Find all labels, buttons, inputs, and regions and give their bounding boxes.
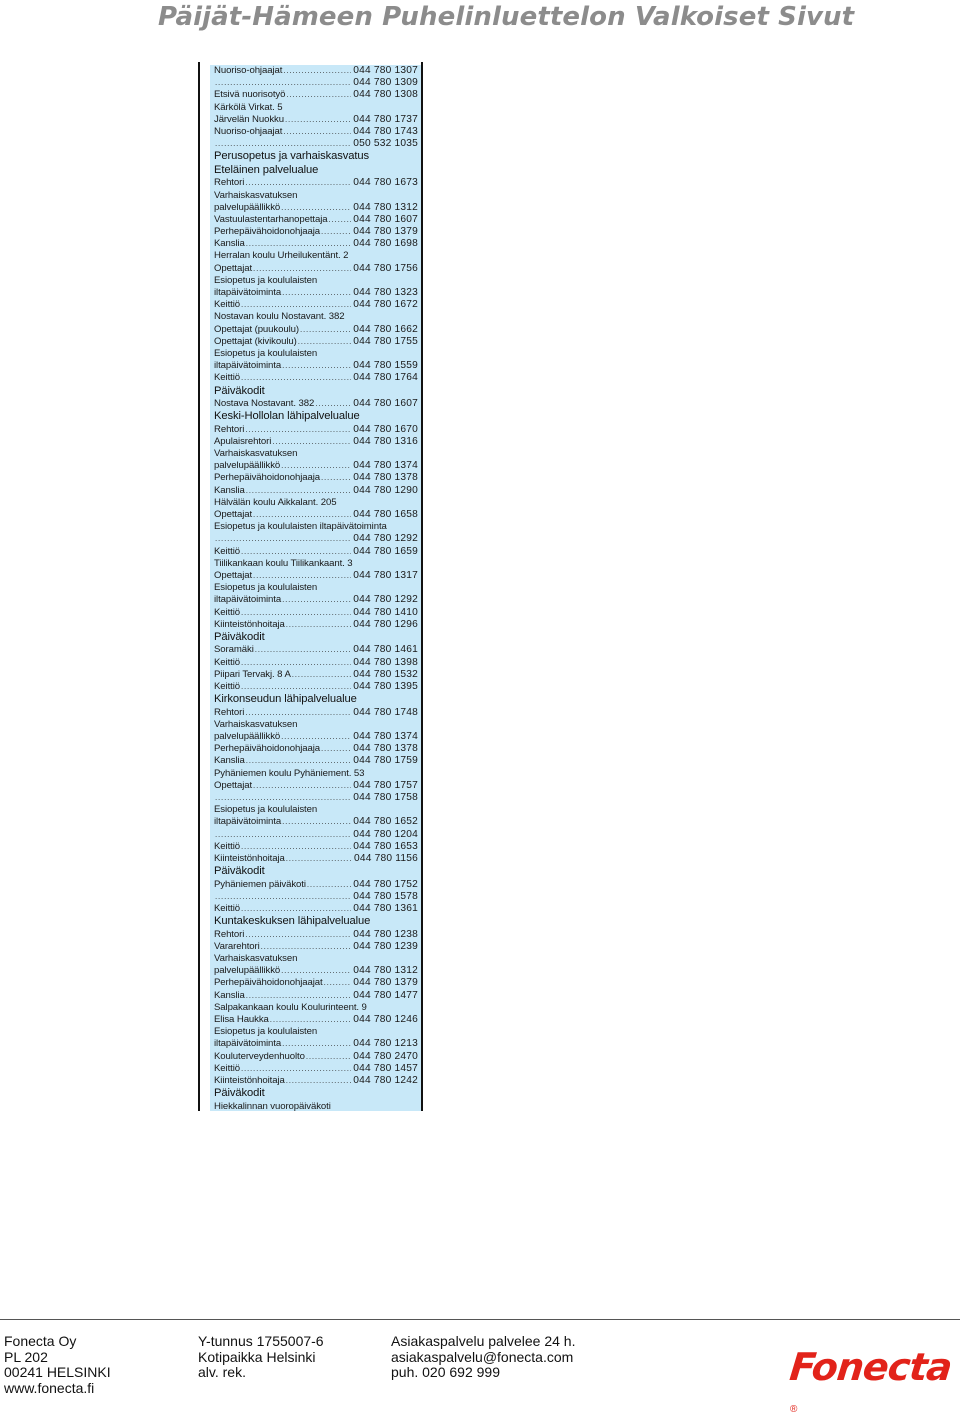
- entry-phone: 044 780 1461: [353, 644, 418, 656]
- directory-entry: [214, 619, 418, 631]
- section-heading: Päiväkodit: [214, 384, 265, 397]
- directory-entry: [214, 816, 418, 828]
- directory-entry: [214, 1051, 418, 1063]
- entry-name: Kanslia: [214, 484, 245, 496]
- entry-phone: 044 780 1312: [353, 965, 418, 977]
- entry-name: Keittiö: [214, 299, 240, 311]
- entry-phone: 044 780 1532: [353, 668, 418, 680]
- section-heading: Päiväkodit: [214, 630, 265, 643]
- entry-name: Perhepäivähoidonohjaaja: [214, 226, 320, 238]
- directory-entry: [214, 460, 418, 472]
- entry-name: Etsivä nuorisotyö: [214, 89, 286, 101]
- entry-phone: 044 780 1374: [353, 731, 418, 742]
- section-heading: Eteläinen palvelualue: [214, 163, 319, 176]
- dot-leader: [241, 607, 351, 619]
- entry-phone: 044 780 1213: [353, 1038, 418, 1050]
- directory-entry: [214, 114, 418, 126]
- directory-entry: [214, 731, 418, 743]
- directory-entry: [214, 65, 418, 77]
- directory-entry: [214, 485, 418, 497]
- entry-phone: 044 780 1757: [353, 779, 418, 791]
- entry-phone: 044 780 1652: [353, 816, 418, 828]
- entry-phone: 044 780 1607: [353, 398, 418, 409]
- dot-leader: [283, 126, 351, 138]
- section-heading: Perusopetus ja varhaiskasvatus: [214, 150, 369, 163]
- directory-entry: [214, 89, 418, 101]
- entry-phone: 044 780 1743: [353, 125, 418, 137]
- entry-name: Kanslia: [214, 238, 245, 250]
- dot-leader: [281, 731, 351, 743]
- dot-leader: [261, 941, 352, 953]
- entry-name: Rehtori: [214, 706, 245, 718]
- entry-name: Rehtori: [214, 177, 245, 189]
- column-left-rule: [198, 62, 200, 1111]
- entry-name: iltapäivätoiminta: [214, 360, 282, 372]
- directory-entry: [214, 607, 418, 619]
- entry-name: Keittiö: [214, 656, 240, 668]
- dot-leader: [215, 77, 351, 89]
- directory-entry: [214, 324, 418, 336]
- dot-leader: [241, 299, 351, 311]
- entry-phone: 044 780 1204: [353, 828, 418, 840]
- directory-entry: [214, 398, 418, 410]
- directory-entry: [214, 657, 418, 669]
- entry-name: palvelupäällikkö: [214, 731, 281, 742]
- directory-entry: [214, 743, 418, 755]
- entry-label: Varhaiskasvatuksen: [214, 953, 298, 964]
- entry-label: Varhaiskasvatuksen: [214, 718, 298, 730]
- entry-name: Vastuulastentarhanopettaja: [214, 213, 328, 225]
- entry-name: Keittiö: [214, 545, 240, 557]
- dot-leader: [292, 669, 352, 681]
- dot-leader: [270, 1014, 351, 1026]
- entry-phone: 044 780 1559: [353, 360, 418, 372]
- entry-phone: 044 780 1378: [353, 743, 418, 755]
- directory-entries: [214, 65, 418, 1113]
- dot-leader: [246, 485, 352, 497]
- entry-phone: 044 780 1659: [353, 545, 418, 557]
- entry-label: Esiopetus ja koululaisten iltapäivätoiminta: [214, 521, 387, 533]
- directory-entry: [214, 126, 418, 138]
- directory-entry: [214, 77, 418, 89]
- dot-leader: [215, 138, 351, 150]
- directory-entry: [214, 570, 418, 582]
- entry-name: Rehtori: [214, 928, 245, 940]
- entry-phone: 044 780 1156: [354, 852, 418, 864]
- dot-leader: [253, 509, 351, 521]
- entry-name: Apulaisrehtori: [214, 435, 272, 447]
- entry-phone: 044 780 1764: [353, 372, 418, 384]
- entry-label: Esiopetus ja koululaisten: [214, 347, 318, 359]
- entry-phone: 044 780 1653: [353, 840, 418, 852]
- entry-phone: 044 780 1748: [353, 706, 418, 718]
- dot-leader: [246, 990, 352, 1002]
- dot-leader: [241, 681, 351, 693]
- entry-phone: 044 780 1290: [353, 484, 418, 496]
- entry-phone: 044 780 1361: [353, 902, 418, 914]
- dot-leader: [282, 360, 351, 372]
- dot-leader: [253, 780, 351, 792]
- entry-name: Nostava Nostavant. 382: [214, 398, 315, 409]
- dot-leader: [300, 324, 351, 336]
- dot-leader: [282, 594, 351, 606]
- entry-phone: 044 780 1756: [353, 262, 418, 274]
- entry-phone: 044 780 1246: [353, 1013, 418, 1025]
- section-heading: Päiväkodit: [214, 1087, 265, 1100]
- entry-name: Keittiö: [214, 902, 240, 914]
- entry-name: Keittiö: [214, 606, 240, 618]
- vat-registration: alv. rek.: [198, 1364, 246, 1380]
- entry-name: Kanslia: [214, 989, 245, 1001]
- dot-leader: [315, 398, 351, 410]
- directory-entry: [214, 780, 418, 792]
- directory-entry: [214, 336, 418, 348]
- entry-phone: 044 780 1308: [353, 89, 418, 101]
- logo-wordmark: Fonecta: [787, 1345, 954, 1389]
- entry-name: Kiinteistönhoitaja: [214, 1074, 285, 1086]
- directory-entry: [214, 226, 418, 238]
- dot-leader: [253, 570, 351, 582]
- entry-label: Esiopetus ja koululaisten: [214, 804, 318, 816]
- directory-entry: [214, 707, 418, 719]
- directory-entry: [214, 841, 418, 853]
- entry-name: Kiinteistönhoitaja: [214, 618, 285, 630]
- directory-entry: [214, 177, 418, 189]
- entry-name: Opettajat: [214, 569, 253, 581]
- dot-leader: [272, 436, 351, 448]
- footer-company: [4, 1334, 111, 1396]
- entry-name: iltapäivätoiminta: [214, 816, 282, 828]
- dot-leader: [286, 1075, 352, 1087]
- business-id: Y-tunnus 1755007-6: [198, 1333, 324, 1349]
- entry-name: palvelupäällikkö: [214, 460, 281, 472]
- entry-name: iltapäivätoiminta: [214, 594, 282, 606]
- dot-leader: [307, 879, 351, 891]
- directory-entry: [214, 287, 418, 299]
- directory-entry: [214, 977, 418, 989]
- entry-label: Herralan koulu Urheilukentänt. 2: [214, 250, 349, 262]
- directory-entry: [214, 1038, 418, 1050]
- directory-entry: [214, 263, 418, 275]
- entry-label: Kärkölä Virkat. 5: [214, 101, 283, 113]
- directory-entry: [214, 903, 418, 915]
- entry-phone: 044 780 1316: [353, 435, 418, 447]
- dot-leader: [253, 263, 351, 275]
- dot-leader: [286, 853, 352, 865]
- entry-phone: 044 780 1672: [353, 299, 418, 311]
- footer-service: [391, 1334, 575, 1381]
- directory-entry: [214, 792, 418, 804]
- dot-leader: [286, 89, 351, 101]
- dot-leader: [329, 214, 352, 226]
- directory-entry: [214, 424, 418, 436]
- entry-name: iltapäivätoiminta: [214, 1038, 282, 1050]
- entry-phone: 044 780 1759: [353, 755, 418, 767]
- directory-entry: [214, 238, 418, 250]
- entry-label: Salpakankaan koulu Koulurinteent. 9: [214, 1001, 367, 1013]
- dot-leader: [255, 644, 352, 656]
- footer-registration: [198, 1334, 324, 1381]
- dot-leader: [245, 177, 351, 189]
- directory-entry: [214, 533, 418, 545]
- directory-entry: [214, 360, 418, 372]
- entry-label: Hiekkalinnan vuoropäiväkoti: [214, 1100, 331, 1112]
- fonecta-logo: [787, 1344, 954, 1415]
- entry-phone: 044 780 1312: [353, 201, 418, 213]
- directory-entry: [214, 1075, 418, 1087]
- page-title: Päijät-Hämeen Puhelinluettelon Valkoiset Sivut: [158, 2, 855, 32]
- directory-entry: [214, 941, 418, 953]
- entry-name: Keittiö: [214, 840, 240, 852]
- entry-name: Piipari Tervakj. 8 A: [214, 668, 291, 680]
- entry-phone: 044 780 2470: [353, 1050, 418, 1062]
- dot-leader: [246, 238, 352, 250]
- directory-entry: [214, 755, 418, 767]
- entry-name: Rehtori: [214, 423, 245, 435]
- entry-name: palvelupäällikkö: [214, 965, 281, 977]
- service-phone: puh. 020 692 999: [391, 1364, 500, 1380]
- dot-leader: [241, 546, 351, 558]
- entry-name: Pyhäniemen päiväkoti: [214, 878, 306, 890]
- directory-entry: [214, 138, 418, 150]
- entry-phone: 044 780 1607: [353, 213, 418, 225]
- directory-entry: [214, 214, 418, 226]
- footer-divider: [0, 1319, 960, 1320]
- entry-phone: 044 780 1578: [353, 890, 418, 902]
- entry-name: Perhepäivähoidonohjaajat: [214, 977, 323, 989]
- directory-entry: [214, 965, 418, 977]
- dot-leader: [245, 929, 351, 941]
- entry-name: Perhepäivähoidonohjaaja: [214, 743, 320, 755]
- service-hours: Asiakaspalvelu palvelee 24 h.: [391, 1333, 576, 1349]
- dot-leader: [215, 792, 351, 804]
- directory-entry: [214, 879, 418, 891]
- directory-entry: [214, 891, 418, 903]
- entry-label: Hälvälän koulu Aikkalant. 205: [214, 496, 337, 508]
- entry-phone: 044 780 1242: [353, 1074, 418, 1086]
- entry-label: Esiopetus ja koululaisten: [214, 274, 318, 286]
- entry-label: Varhaiskasvatuksen: [214, 448, 298, 460]
- entry-label: Esiopetus ja koululaisten: [214, 582, 318, 594]
- directory-entry: [214, 1063, 418, 1075]
- entry-phone: 044 780 1658: [353, 509, 418, 520]
- directory-entry: [214, 509, 418, 521]
- directory-entry: [214, 372, 418, 384]
- entry-phone: 044 780 1457: [353, 1062, 418, 1074]
- dot-leader: [241, 1063, 351, 1075]
- entry-name: Kouluterveydenhuolto: [214, 1050, 305, 1062]
- dot-leader: [281, 460, 351, 472]
- dot-leader: [281, 202, 351, 214]
- company-name: Fonecta Oy: [4, 1333, 77, 1349]
- entry-phone: 044 780 1317: [353, 569, 418, 581]
- entry-phone: 050 532 1035: [353, 138, 418, 150]
- company-website-link[interactable]: www.fonecta.fi: [4, 1379, 95, 1396]
- entry-phone: 044 780 1309: [353, 77, 418, 89]
- directory-column: [210, 65, 421, 1111]
- dot-leader: [245, 424, 351, 436]
- dot-leader: [321, 472, 351, 484]
- section-heading: Keski-Hollolan lähipalvelualue: [214, 410, 360, 423]
- directory-entry: [214, 669, 418, 681]
- entry-phone: 044 780 1758: [353, 791, 418, 803]
- entry-phone: 044 780 1737: [353, 113, 418, 125]
- directory-entry: [214, 472, 418, 484]
- entry-name: Vararehtori: [214, 940, 260, 952]
- entry-name: Kiinteistönhoitaja: [214, 852, 285, 864]
- service-email-link[interactable]: asiakaspalvelu@fonecta.com: [391, 1348, 574, 1365]
- entry-phone: 044 780 1398: [353, 656, 418, 668]
- entry-name: Keittiö: [214, 1062, 240, 1074]
- entry-phone: 044 780 1307: [353, 65, 418, 76]
- entry-label: Varhaiskasvatuksen: [214, 189, 298, 201]
- entry-phone: 044 780 1374: [353, 460, 418, 472]
- dot-leader: [241, 372, 351, 384]
- directory-entry: [214, 546, 418, 558]
- section-heading: Kirkonseudun lähipalvelualue: [214, 693, 357, 706]
- registered-mark: ®: [790, 1404, 798, 1415]
- directory-entry: [214, 929, 418, 941]
- entry-phone: 044 780 1410: [353, 606, 418, 618]
- entry-phone: 044 780 1238: [353, 928, 418, 940]
- entry-label: Nostavan koulu Nostavant. 382: [214, 311, 345, 323]
- directory-entry: [214, 1014, 418, 1026]
- company-postal: 00241 HELSINKI: [4, 1364, 111, 1380]
- dot-leader: [245, 707, 351, 719]
- entry-phone: 044 780 1292: [353, 533, 418, 545]
- directory-entry: [214, 594, 418, 606]
- entry-phone: 044 780 1752: [353, 878, 418, 890]
- entry-phone: 044 780 1662: [353, 323, 418, 335]
- dot-leader: [282, 816, 351, 828]
- section-heading: Kuntakeskuksen lähipalvelualue: [214, 915, 371, 928]
- entry-name: Kanslia: [214, 755, 245, 767]
- company-po-box: PL 202: [4, 1348, 48, 1365]
- entry-phone: 044 780 1477: [353, 989, 418, 1001]
- dot-leader: [241, 657, 351, 669]
- directory-entry: [214, 853, 418, 865]
- dot-leader: [241, 841, 351, 853]
- dot-leader: [306, 1051, 351, 1063]
- entry-name: Opettajat (kivikoulu): [214, 335, 297, 347]
- entry-name: Opettajat: [214, 262, 253, 274]
- directory-entry: [214, 681, 418, 693]
- entry-phone: 044 780 1698: [353, 238, 418, 250]
- entry-phone: 044 780 1673: [353, 177, 418, 189]
- dot-leader: [246, 755, 352, 767]
- dot-leader: [324, 977, 352, 989]
- entry-phone: 044 780 1239: [353, 940, 418, 952]
- entry-phone: 044 780 1296: [353, 618, 418, 630]
- entry-name: Elisa Haukka: [214, 1013, 269, 1025]
- directory-entry: [214, 829, 418, 841]
- dot-leader: [285, 114, 351, 126]
- entry-name: palvelupäällikkö: [214, 201, 281, 213]
- entry-name: Nuoriso-ohjaajat: [214, 125, 283, 137]
- entry-phone: 044 780 1395: [353, 680, 418, 692]
- dot-leader: [321, 226, 351, 238]
- dot-leader: [286, 619, 352, 631]
- entry-phone: 044 780 1379: [353, 226, 418, 238]
- section-heading: Päiväkodit: [214, 865, 265, 878]
- dot-leader: [215, 891, 351, 903]
- entry-phone: 044 780 1755: [353, 335, 418, 347]
- entry-name: Soramäki: [214, 644, 254, 656]
- entry-label: Tiilikankaan koulu Tiilikankaant. 3: [214, 557, 353, 569]
- domicile: Kotipaikka Helsinki: [198, 1348, 316, 1365]
- entry-name: Opettajat (puukoulu): [214, 323, 299, 335]
- entry-name: Järvelän Nuokku: [214, 113, 284, 125]
- entry-label: Esiopetus ja koululaisten: [214, 1026, 318, 1038]
- entry-name: Keittiö: [214, 680, 240, 692]
- dot-leader: [282, 287, 351, 299]
- dot-leader: [215, 533, 351, 545]
- entry-name: Keittiö: [214, 372, 240, 384]
- dot-leader: [283, 65, 351, 77]
- column-right-rule: [421, 62, 423, 1111]
- entry-name: iltapäivätoiminta: [214, 287, 282, 298]
- directory-entry: [214, 990, 418, 1002]
- dot-leader: [321, 743, 351, 755]
- entry-name: Opettajat: [214, 779, 253, 791]
- entry-phone: 044 780 1292: [353, 594, 418, 606]
- dot-leader: [281, 965, 351, 977]
- directory-entry: [214, 644, 418, 656]
- entry-name: Perhepäivähoidonohjaaja: [214, 472, 320, 484]
- entry-phone: 044 780 1378: [353, 472, 418, 484]
- entry-name: Opettajat: [214, 509, 253, 520]
- dot-leader: [215, 829, 351, 841]
- directory-entry: [214, 436, 418, 448]
- dot-leader: [241, 903, 351, 915]
- entry-name: Nuoriso-ohjaajat: [214, 65, 283, 76]
- entry-phone: 044 780 1670: [353, 423, 418, 435]
- entry-label: Pyhäniemen koulu Pyhäniement. 53: [214, 767, 365, 779]
- entry-phone: 044 780 1323: [353, 287, 418, 298]
- directory-entry: [214, 299, 418, 311]
- entry-phone: 044 780 1379: [353, 977, 418, 989]
- dot-leader: [298, 336, 352, 348]
- dot-leader: [282, 1038, 351, 1050]
- directory-entry: [214, 202, 418, 214]
